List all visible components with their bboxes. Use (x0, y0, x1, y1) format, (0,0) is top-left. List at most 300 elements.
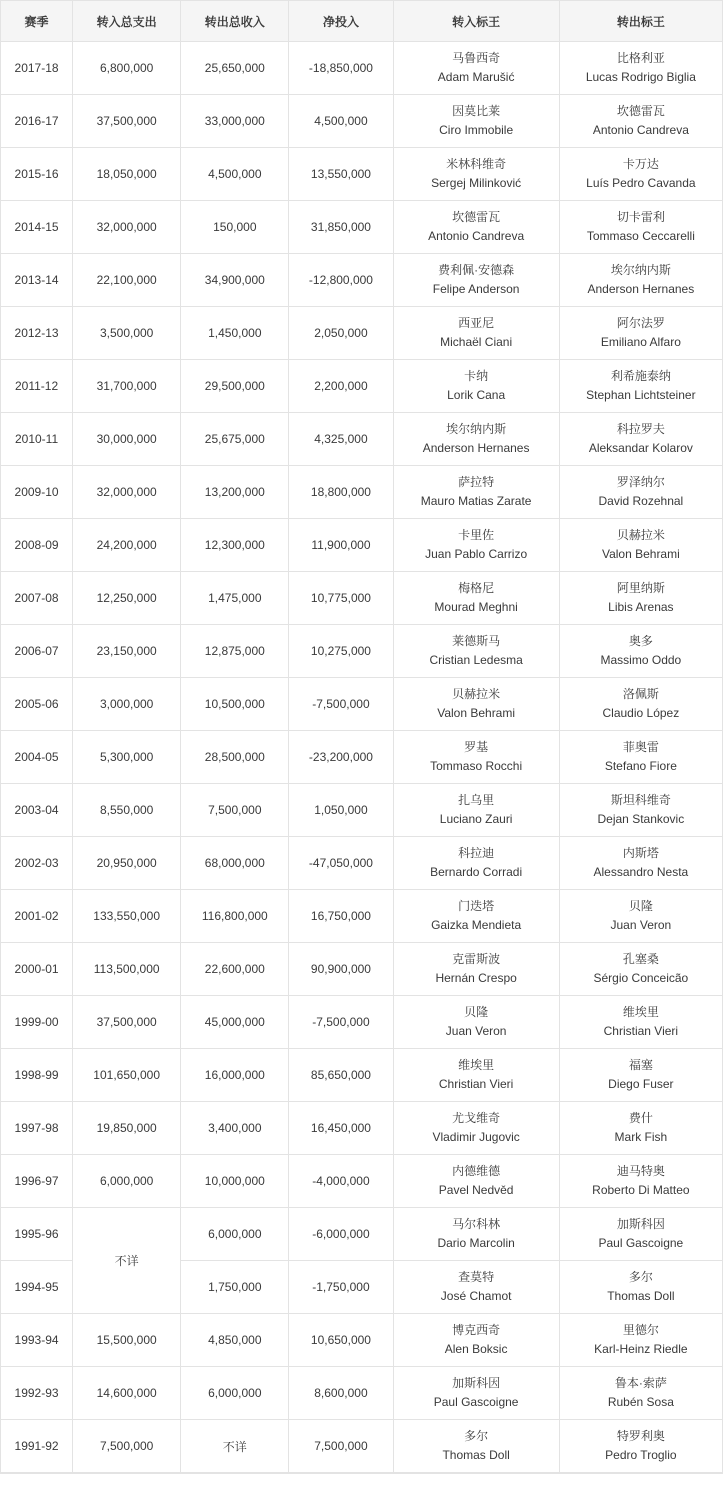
cell-total-income: 25,650,000 (181, 42, 289, 95)
table-row (1, 784, 723, 837)
cell-total-income: 1,450,000 (181, 307, 289, 360)
cell-top-sale (559, 307, 722, 360)
cell-total-spend: 14,600,000 (73, 1367, 181, 1420)
top-sale-name-en: Antonio Candreva (592, 123, 689, 137)
cell-net-spend: 7,500,000 (289, 1420, 393, 1473)
top-signing-name-cn: 费利佩·安德森 (438, 263, 515, 278)
cell-top-signing (393, 1049, 559, 1102)
top-sale-name-en: Sérgio Conceicão (593, 971, 689, 985)
cell-net-spend: -23,200,000 (289, 731, 393, 784)
top-sale-name-cn: 福塞 (628, 1058, 653, 1073)
cell-total-income: 6,000,000 (181, 1367, 289, 1420)
cell-season: 1996-97 (1, 1155, 73, 1208)
column-header-top-signing: 转入标王 (393, 1, 559, 42)
cell-season: 2005-06 (1, 678, 73, 731)
table-row (1, 996, 723, 1049)
table-row (1, 254, 723, 307)
cell-top-signing (393, 148, 559, 201)
top-signing-name-cn: 梅格尼 (458, 581, 495, 596)
cell-total-income: 16,000,000 (181, 1049, 289, 1102)
cell-total-income: 不详 (181, 1420, 289, 1473)
top-sale-name-cn: 奥多 (628, 634, 653, 649)
cell-top-sale (559, 678, 722, 731)
cell-top-sale (559, 572, 722, 625)
column-header-total-income: 转出总收入 (181, 1, 289, 42)
cell-season: 1995-96 (1, 1208, 73, 1261)
cell-top-sale (559, 360, 722, 413)
top-sale-name-en: Mark Fish (614, 1130, 668, 1144)
cell-net-spend: -47,050,000 (289, 837, 393, 890)
top-sale-name-en: Luís Pedro Cavanda (586, 176, 696, 190)
cell-top-sale (559, 413, 722, 466)
top-signing-name-cn: 多尔 (464, 1429, 489, 1444)
top-signing-name-cn: 博克西奇 (452, 1323, 501, 1338)
cell-total-spend: 20,950,000 (73, 837, 181, 890)
cell-top-signing (393, 1314, 559, 1367)
cell-net-spend: 4,500,000 (289, 95, 393, 148)
top-sale-name-cn: 比格利亚 (616, 51, 665, 66)
top-signing-name-cn: 埃尔纳内斯 (446, 422, 507, 437)
cell-top-signing (393, 625, 559, 678)
cell-season: 2003-04 (1, 784, 73, 837)
top-signing-name-en: Thomas Doll (442, 1448, 510, 1462)
cell-top-sale (559, 95, 722, 148)
table-row (1, 95, 723, 148)
top-sale-name-cn: 里德尔 (622, 1323, 659, 1338)
top-signing-name-cn: 贝隆 (464, 1005, 489, 1020)
cell-total-income: 12,875,000 (181, 625, 289, 678)
top-sale-name-en: Claudio López (602, 706, 680, 720)
top-signing-name-en: Hernán Crespo (435, 971, 517, 985)
cell-top-signing (393, 678, 559, 731)
top-signing-name-en: Valon Behrami (437, 706, 516, 720)
cell-season: 2016-17 (1, 95, 73, 148)
top-sale-name-cn: 鲁本·索萨 (614, 1376, 667, 1391)
table-row (1, 201, 723, 254)
top-sale-name-cn: 罗泽纳尔 (616, 475, 665, 490)
cell-total-income: 10,500,000 (181, 678, 289, 731)
cell-net-spend: -18,850,000 (289, 42, 393, 95)
top-signing-name-en: Alen Boksic (444, 1342, 508, 1356)
table-row (1, 519, 723, 572)
top-sale-name-en: Roberto Di Matteo (592, 1183, 690, 1197)
table-row (1, 678, 723, 731)
cell-top-sale (559, 1261, 722, 1314)
header-row (1, 1, 723, 42)
cell-total-income: 34,900,000 (181, 254, 289, 307)
top-sale-name-cn: 内斯塔 (622, 846, 659, 861)
cell-net-spend: 16,750,000 (289, 890, 393, 943)
cell-total-spend: 113,500,000 (73, 943, 181, 996)
top-signing-name-cn: 因莫比莱 (452, 104, 501, 119)
top-signing-name-cn: 莱德斯马 (452, 634, 501, 649)
cell-net-spend: 85,650,000 (289, 1049, 393, 1102)
cell-top-signing (393, 837, 559, 890)
cell-total-spend: 8,550,000 (73, 784, 181, 837)
cell-top-signing (393, 572, 559, 625)
cell-season: 2006-07 (1, 625, 73, 678)
table-row (1, 1102, 723, 1155)
top-signing-name-cn: 马尔科林 (452, 1217, 501, 1232)
cell-total-spend: 24,200,000 (73, 519, 181, 572)
top-signing-name-en: José Chamot (440, 1289, 512, 1303)
top-signing-name-en: Antonio Candreva (428, 229, 525, 243)
cell-top-sale (559, 254, 722, 307)
table-row (1, 466, 723, 519)
top-signing-name-en: Cristian Ledesma (429, 653, 523, 667)
top-sale-name-cn: 阿里纳斯 (616, 581, 665, 596)
cell-net-spend: 16,450,000 (289, 1102, 393, 1155)
cell-season: 1997-98 (1, 1102, 73, 1155)
cell-top-signing (393, 1208, 559, 1261)
cell-net-spend: 10,275,000 (289, 625, 393, 678)
top-sale-name-cn: 费什 (628, 1111, 653, 1126)
top-sale-name-cn: 迪马特奥 (616, 1164, 665, 1179)
top-signing-name-en: Adam Marušić (437, 70, 515, 84)
cell-net-spend: -6,000,000 (289, 1208, 393, 1261)
column-header-top-sale: 转出标王 (559, 1, 722, 42)
cell-season: 2007-08 (1, 572, 73, 625)
top-sale-name-en: Anderson Hernanes (587, 282, 695, 296)
table-row (1, 42, 723, 95)
top-signing-name-en: Felipe Anderson (432, 282, 520, 296)
top-sale-name-cn: 孔塞桑 (622, 952, 659, 967)
top-sale-name-cn: 阿尔法罗 (616, 316, 665, 331)
top-signing-name-cn: 内德维德 (452, 1164, 501, 1179)
table-row (1, 731, 723, 784)
cell-top-sale (559, 625, 722, 678)
cell-season: 1994-95 (1, 1261, 73, 1314)
table-row (1, 625, 723, 678)
top-signing-name-en: Mourad Meghni (434, 600, 518, 614)
top-signing-name-en: Tommaso Rocchi (430, 759, 523, 773)
cell-season: 1992-93 (1, 1367, 73, 1420)
top-sale-name-en: Alessandro Nesta (593, 865, 689, 879)
cell-total-income: 6,000,000 (181, 1208, 289, 1261)
cell-total-income: 29,500,000 (181, 360, 289, 413)
top-sale-name-en: Aleksandar Kolarov (588, 441, 693, 455)
cell-net-spend: 13,550,000 (289, 148, 393, 201)
cell-top-sale (559, 1420, 722, 1473)
top-sale-name-cn: 特罗利奥 (616, 1429, 665, 1444)
top-signing-name-cn: 坎德雷瓦 (452, 210, 501, 225)
cell-total-income: 4,500,000 (181, 148, 289, 201)
top-signing-name-cn: 克雷斯波 (452, 952, 501, 967)
table-row (1, 148, 723, 201)
top-sale-name-en: Diego Fuser (608, 1077, 674, 1091)
table-row (1, 413, 723, 466)
cell-top-sale (559, 890, 722, 943)
cell-season: 2002-03 (1, 837, 73, 890)
cell-season: 2004-05 (1, 731, 73, 784)
cell-total-spend: 30,000,000 (73, 413, 181, 466)
cell-total-spend: 5,300,000 (73, 731, 181, 784)
cell-net-spend: 11,900,000 (289, 519, 393, 572)
cell-top-signing (393, 1261, 559, 1314)
cell-total-income: 28,500,000 (181, 731, 289, 784)
top-sale-name-en: Karl-Heinz Riedle (594, 1342, 688, 1356)
top-signing-name-en: Pavel Nedvěd (438, 1183, 514, 1197)
cell-total-spend: 6,800,000 (73, 42, 181, 95)
cell-season: 2009-10 (1, 466, 73, 519)
cell-season: 2008-09 (1, 519, 73, 572)
cell-top-sale (559, 731, 722, 784)
cell-total-income: 4,850,000 (181, 1314, 289, 1367)
cell-top-signing (393, 95, 559, 148)
cell-top-signing (393, 42, 559, 95)
top-sale-name-en: Tommaso Ceccarelli (586, 229, 695, 243)
top-sale-name-cn: 洛佩斯 (622, 687, 659, 702)
cell-total-income: 33,000,000 (181, 95, 289, 148)
table-row (1, 360, 723, 413)
top-sale-name-cn: 维埃里 (622, 1005, 659, 1020)
cell-total-spend: 37,500,000 (73, 95, 181, 148)
top-signing-name-en: Luciano Zauri (439, 812, 513, 826)
top-signing-name-cn: 尤戈维奇 (452, 1111, 501, 1126)
cell-top-signing (393, 1155, 559, 1208)
cell-total-income: 116,800,000 (181, 890, 289, 943)
top-signing-name-en: Mauro Matias Zarate (420, 494, 532, 508)
cell-net-spend: 2,050,000 (289, 307, 393, 360)
top-signing-name-cn: 门迭塔 (458, 899, 495, 914)
column-header-net-spend: 净投入 (289, 1, 393, 42)
top-signing-name-en: Anderson Hernanes (422, 441, 530, 455)
cell-net-spend: -12,800,000 (289, 254, 393, 307)
top-sale-name-cn: 坎德雷瓦 (616, 104, 665, 119)
top-sale-name-en: Paul Gascoigne (598, 1236, 684, 1250)
table-bottom-divider (0, 1473, 723, 1474)
top-signing-name-cn: 贝赫拉米 (452, 687, 501, 702)
cell-top-sale (559, 466, 722, 519)
cell-net-spend: 10,775,000 (289, 572, 393, 625)
cell-top-sale (559, 1102, 722, 1155)
cell-total-spend: 37,500,000 (73, 996, 181, 1049)
top-signing-name-en: Sergej Milinković (431, 176, 522, 190)
cell-top-signing (393, 943, 559, 996)
top-signing-name-en: Gaizka Mendieta (431, 918, 522, 932)
cell-top-sale (559, 1049, 722, 1102)
table-row (1, 572, 723, 625)
top-sale-name-en: Valon Behrami (601, 547, 680, 561)
top-signing-name-cn: 卡里佐 (458, 528, 495, 543)
top-sale-name-cn: 利希施泰纳 (610, 369, 671, 384)
cell-top-sale (559, 784, 722, 837)
table-row (1, 1367, 723, 1420)
table-row (1, 890, 723, 943)
cell-net-spend: 90,900,000 (289, 943, 393, 996)
cell-net-spend: -4,000,000 (289, 1155, 393, 1208)
cell-net-spend: 4,325,000 (289, 413, 393, 466)
cell-top-sale (559, 519, 722, 572)
top-signing-name-en: Juan Pablo Carrizo (425, 547, 528, 561)
column-header-total-spend: 转入总支出 (73, 1, 181, 42)
cell-season: 1998-99 (1, 1049, 73, 1102)
top-signing-name-en: Dario Marcolin (437, 1236, 515, 1250)
table-row (1, 943, 723, 996)
cell-top-signing (393, 731, 559, 784)
top-signing-name-cn: 萨拉特 (458, 475, 495, 490)
top-sale-name-cn: 贝赫拉米 (616, 528, 665, 543)
top-sale-name-en: Thomas Doll (607, 1289, 675, 1303)
top-sale-name-cn: 加斯科因 (616, 1217, 665, 1232)
cell-top-sale (559, 943, 722, 996)
cell-total-income: 150,000 (181, 201, 289, 254)
cell-season: 2015-16 (1, 148, 73, 201)
top-sale-name-en: Christian Vieri (603, 1024, 679, 1038)
cell-top-signing (393, 1420, 559, 1473)
cell-total-spend: 23,150,000 (73, 625, 181, 678)
top-signing-name-en: Christian Vieri (438, 1077, 514, 1091)
cell-total-spend: 3,000,000 (73, 678, 181, 731)
top-signing-name-cn: 卡纳 (464, 369, 489, 384)
cell-total-income: 1,475,000 (181, 572, 289, 625)
cell-net-spend: 8,600,000 (289, 1367, 393, 1420)
top-signing-name-cn: 米林科维奇 (446, 157, 507, 172)
table-row (1, 1208, 723, 1261)
cell-top-signing (393, 996, 559, 1049)
cell-top-signing (393, 307, 559, 360)
cell-top-sale (559, 1208, 722, 1261)
table-row (1, 837, 723, 890)
table-row (1, 1314, 723, 1367)
top-sale-name-cn: 卡万达 (622, 157, 659, 172)
cell-top-sale (559, 837, 722, 890)
top-signing-name-cn: 马鲁西奇 (452, 51, 501, 66)
top-sale-name-en: David Rozehnal (598, 494, 684, 508)
top-signing-name-cn: 加斯科因 (452, 1376, 501, 1391)
cell-top-signing (393, 201, 559, 254)
cell-season: 2010-11 (1, 413, 73, 466)
cell-net-spend: 10,650,000 (289, 1314, 393, 1367)
top-signing-name-en: Lorik Cana (447, 388, 506, 402)
top-signing-name-en: Michaël Ciani (440, 335, 513, 349)
table-body (1, 42, 723, 1473)
cell-net-spend: -7,500,000 (289, 996, 393, 1049)
cell-total-spend: 12,250,000 (73, 572, 181, 625)
top-signing-name-cn: 西亚尼 (458, 316, 495, 331)
top-sale-name-en: Stephan Lichtsteiner (586, 388, 696, 402)
cell-net-spend: -1,750,000 (289, 1261, 393, 1314)
cell-total-income: 7,500,000 (181, 784, 289, 837)
top-sale-name-cn: 贝隆 (628, 899, 653, 914)
top-sale-name-cn: 斯坦科维奇 (610, 793, 671, 808)
cell-total-income: 22,600,000 (181, 943, 289, 996)
top-signing-name-en: Vladimir Jugovic (432, 1130, 520, 1144)
top-sale-name-cn: 切卡雷利 (616, 210, 665, 225)
top-signing-name-cn: 扎乌里 (458, 793, 495, 808)
cell-net-spend: 1,050,000 (289, 784, 393, 837)
top-sale-name-en: Juan Veron (610, 918, 672, 932)
cell-total-income: 68,000,000 (181, 837, 289, 890)
cell-total-income: 45,000,000 (181, 996, 289, 1049)
top-signing-name-en: Juan Veron (445, 1024, 507, 1038)
cell-top-signing (393, 413, 559, 466)
cell-net-spend: 18,800,000 (289, 466, 393, 519)
cell-season: 2017-18 (1, 42, 73, 95)
cell-total-spend: 101,650,000 (73, 1049, 181, 1102)
cell-total-spend: 18,050,000 (73, 148, 181, 201)
top-sale-name-en: Lucas Rodrigo Biglia (585, 70, 696, 84)
cell-top-signing (393, 254, 559, 307)
top-sale-name-en: Pedro Troglio (605, 1448, 677, 1462)
top-signing-name-cn: 维埃里 (458, 1058, 495, 1073)
cell-season: 2000-01 (1, 943, 73, 996)
cell-total-spend: 6,000,000 (73, 1155, 181, 1208)
top-sale-name-cn: 科拉罗夫 (616, 422, 665, 437)
cell-total-income: 25,675,000 (181, 413, 289, 466)
top-sale-name-cn: 菲奥雷 (622, 740, 659, 755)
cell-season: 2013-14 (1, 254, 73, 307)
cell-season: 1993-94 (1, 1314, 73, 1367)
cell-top-signing (393, 1367, 559, 1420)
cell-total-spend: 32,000,000 (73, 466, 181, 519)
top-sale-name-en: Stefano Fiore (604, 759, 677, 773)
column-header-season: 赛季 (1, 1, 73, 42)
cell-total-income: 13,200,000 (181, 466, 289, 519)
top-sale-name-cn: 多尔 (628, 1270, 653, 1285)
cell-season: 2014-15 (1, 201, 73, 254)
top-sale-name-en: Massimo Oddo (600, 653, 682, 667)
cell-total-spend: 7,500,000 (73, 1420, 181, 1473)
cell-total-income: 12,300,000 (181, 519, 289, 572)
cell-top-signing (393, 466, 559, 519)
top-signing-name-cn: 查莫特 (458, 1270, 495, 1285)
cell-total-spend: 15,500,000 (73, 1314, 181, 1367)
cell-total-income: 3,400,000 (181, 1102, 289, 1155)
cell-season: 2001-02 (1, 890, 73, 943)
cell-total-spend: 3,500,000 (73, 307, 181, 360)
table-row (1, 1155, 723, 1208)
top-signing-name-cn: 罗基 (464, 740, 489, 755)
cell-total-spend: 31,700,000 (73, 360, 181, 413)
cell-net-spend: 2,200,000 (289, 360, 393, 413)
top-sale-name-en: Libis Arenas (608, 600, 674, 614)
cell-total-spend: 133,550,000 (73, 890, 181, 943)
cell-top-signing (393, 1102, 559, 1155)
cell-season: 1999-00 (1, 996, 73, 1049)
cell-total-income: 10,000,000 (181, 1155, 289, 1208)
table-row (1, 1420, 723, 1473)
cell-total-spend: 不详 (73, 1208, 181, 1314)
cell-top-signing (393, 519, 559, 572)
top-signing-name-cn: 科拉迪 (458, 846, 495, 861)
cell-top-sale (559, 42, 722, 95)
top-signing-name-en: Bernardo Corradi (430, 865, 523, 879)
top-sale-name-en: Rubén Sosa (607, 1395, 674, 1409)
top-sale-name-en: Dejan Stankovic (597, 812, 685, 826)
top-sale-name-cn: 埃尔纳内斯 (610, 263, 671, 278)
cell-season: 2011-12 (1, 360, 73, 413)
cell-top-signing (393, 890, 559, 943)
cell-top-sale (559, 1155, 722, 1208)
cell-total-income: 1,750,000 (181, 1261, 289, 1314)
cell-top-sale (559, 148, 722, 201)
table-row (1, 307, 723, 360)
cell-top-signing (393, 784, 559, 837)
cell-net-spend: 31,850,000 (289, 201, 393, 254)
top-signing-name-en: Paul Gascoigne (433, 1395, 519, 1409)
top-signing-name-en: Ciro Immobile (439, 123, 514, 137)
table-header (1, 1, 723, 42)
cell-net-spend: -7,500,000 (289, 678, 393, 731)
cell-top-signing (393, 360, 559, 413)
table-row (1, 1049, 723, 1102)
cell-top-sale (559, 1367, 722, 1420)
cell-top-sale (559, 201, 722, 254)
top-sale-name-en: Emiliano Alfaro (600, 335, 681, 349)
cell-season: 2012-13 (1, 307, 73, 360)
cell-top-sale (559, 996, 722, 1049)
